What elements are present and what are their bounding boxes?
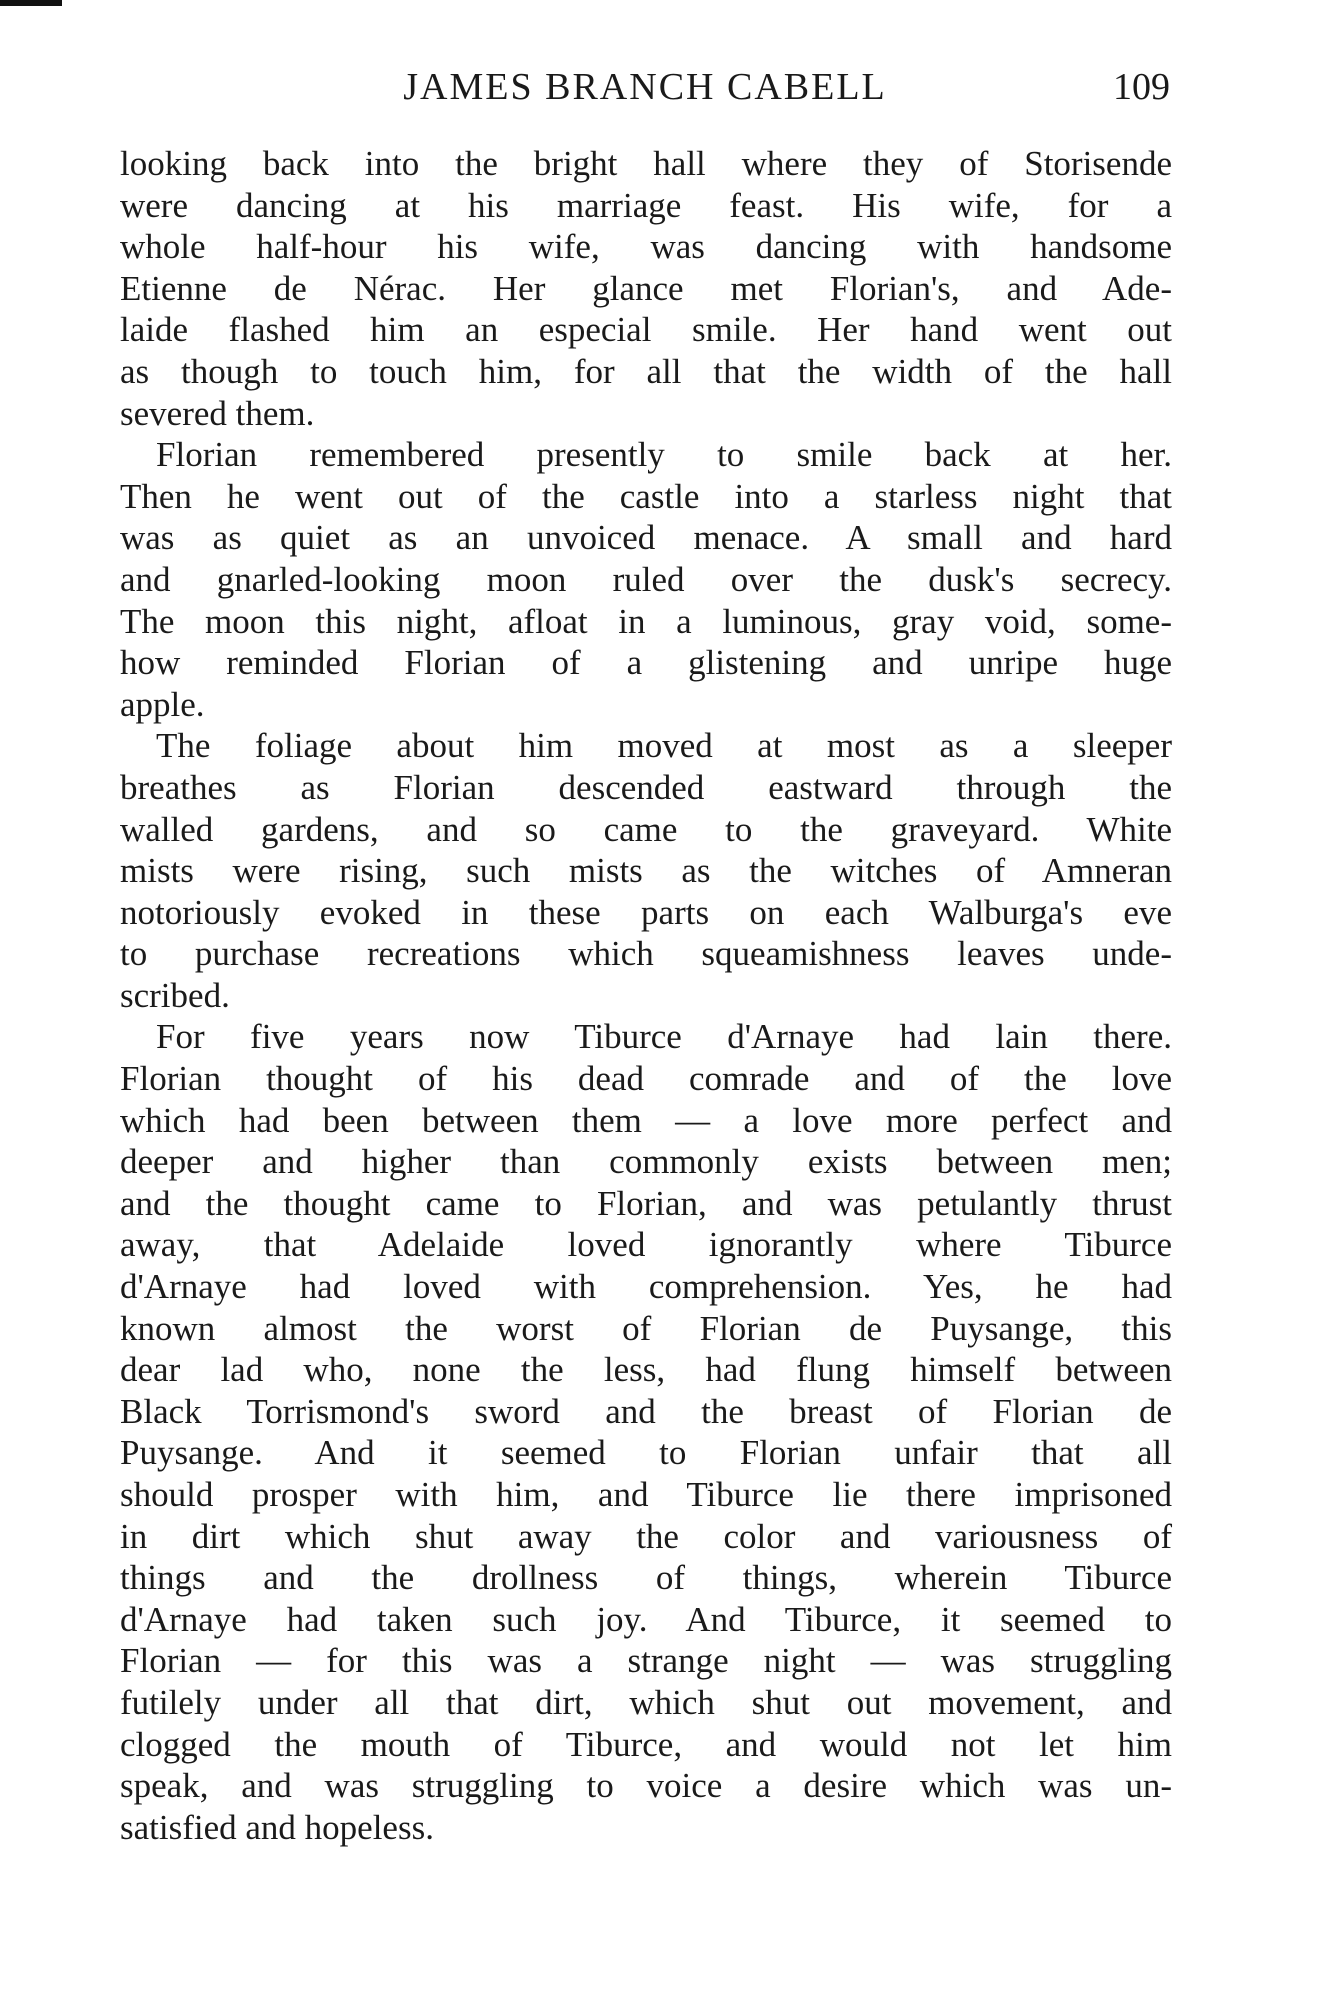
text-line: should prosper with him, and Tiburce lie there imprisoned	[120, 1475, 1172, 1514]
text-line: in dirt which shut away the color and variousness of	[120, 1516, 1172, 1556]
text-line: The moon this night, afloat in a luminous, gray void, some-	[120, 601, 1172, 641]
text-line: walled gardens, and so came to the graveyard. White	[120, 809, 1172, 849]
text-line: Florian remembered presently to smile back at her.	[156, 435, 1172, 475]
running-title: JAMES BRANCH CABELL	[403, 66, 887, 108]
text-line: Black Torrismond's sword and the breast of Florian de	[120, 1391, 1172, 1431]
text-line: scribed.	[120, 975, 230, 1015]
text-line: away, that Adelaide loved ignorantly where Tiburce	[120, 1225, 1172, 1265]
text-line: Then he went out of the castle into a starless night that	[120, 476, 1172, 516]
text-line: was as quiet as an unvoiced menace. A small and hard	[120, 518, 1172, 558]
text-line: looking back into the bright hall where they of Storisende	[120, 144, 1172, 183]
text-line: dear lad who, none the less, had flung himself between	[120, 1350, 1172, 1390]
text-line: which had been between them — a love more perfect and	[120, 1100, 1172, 1140]
text-line: speak, and was struggling to voice a desire which was un-	[120, 1766, 1172, 1806]
text-line: mists were rising, such mists as the witches of Amneran	[120, 851, 1172, 891]
text-line: whole half-hour his wife, was dancing with handsome	[120, 227, 1172, 267]
running-head	[120, 62, 1170, 112]
text-line: were dancing at his marriage feast. His wife, for a	[120, 185, 1172, 225]
body-text	[120, 143, 1172, 1848]
text-line: as though to touch him, for all that the width of the hall	[120, 351, 1172, 391]
page-corner-mark	[0, 0, 62, 6]
text-line: d'Arnaye had loved with comprehension. Yes, he had	[120, 1267, 1172, 1307]
text-line: breathes as Florian descended eastward through the	[120, 767, 1172, 807]
text-line: Florian thought of his dead comrade and of the love	[120, 1059, 1172, 1099]
text-line: deeper and higher than commonly exists between men;	[120, 1142, 1172, 1182]
text-line: to purchase recreations which squeamishness leaves unde-	[120, 934, 1172, 974]
text-line: Puysange. And it seemed to Florian unfair that all	[120, 1433, 1172, 1473]
text-line: how reminded Florian of a glistening and unripe huge	[120, 643, 1172, 683]
text-line: Etienne de Nérac. Her glance met Florian's, and Ade-	[120, 268, 1172, 308]
text-line: For five years now Tiburce d'Arnaye had lain there.	[156, 1017, 1172, 1057]
text-line: and gnarled-looking moon ruled over the dusk's secrecy.	[120, 559, 1172, 599]
text-line: severed them.	[120, 393, 315, 433]
text-line: notoriously evoked in these parts on each Walburga's eve	[120, 892, 1172, 932]
text-line: apple.	[120, 684, 205, 724]
text-line: known almost the worst of Florian de Puysange, this	[120, 1308, 1172, 1348]
text-line: and the thought came to Florian, and was petulantly thrust	[120, 1183, 1172, 1223]
text-line: The foliage about him moved at most as a sleeper	[156, 726, 1172, 766]
text-line: d'Arnaye had taken such joy. And Tiburce, it seemed to	[120, 1599, 1172, 1639]
page-number: 109	[1113, 66, 1170, 108]
text-line: clogged the mouth of Tiburce, and would not let him	[120, 1724, 1172, 1764]
text-line: laide flashed him an especial smile. Her hand went out	[120, 310, 1172, 350]
text-line: Florian — for this was a strange night — was struggling	[120, 1641, 1172, 1681]
text-line: satisfied and hopeless.	[120, 1807, 434, 1847]
text-line: futilely under all that dirt, which shut out movement, and	[120, 1682, 1172, 1722]
text-line: things and the drollness of things, wherein Tiburce	[120, 1558, 1172, 1598]
